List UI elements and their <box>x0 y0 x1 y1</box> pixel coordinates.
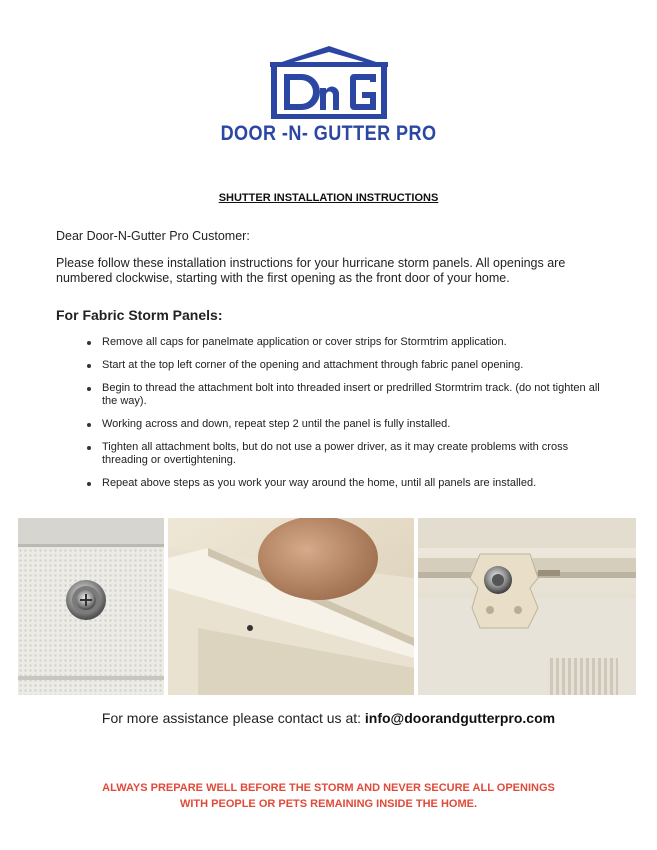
company-logo <box>0 44 657 122</box>
step-5: Tighten all attachment bolts, but do not use a power driver, as it may create problems with cross threading or overtightening. <box>86 441 606 467</box>
step-3: Begin to thread the attachment bolt into threaded insert or predrilled Stormtrim track. (do not tighten all the way). <box>86 382 606 408</box>
warning-line-1: ALWAYS PREPARE WELL BEFORE THE STORM AND NEVER SECURE ALL OPENINGS <box>102 782 555 794</box>
step-1: Remove all caps for panelmate application or cover strips for Stormtrim application. <box>86 336 606 349</box>
warning-line-2: WITH PEOPLE OR PETS REMAINING INSIDE THE HOME. <box>179 798 478 810</box>
photo-bolt-closeup <box>18 518 164 695</box>
intro-paragraph: Please follow these installation instructions for your hurricane storm panels. All openings are numbered clockwise, starting with the first opening as the front door of your home. <box>56 256 566 285</box>
safety-warning <box>0 780 657 812</box>
dng-logo-mark <box>266 44 392 122</box>
contact-prefix: For more assistance please contact us at: <box>101 710 365 726</box>
photo-thread-bolt <box>168 518 414 695</box>
greeting: Dear Door-N-Gutter Pro Customer: <box>56 229 250 243</box>
photo-track-bracket <box>418 518 636 695</box>
step-6: Repeat above steps as you work your way around the home, until all panels are installed. <box>86 477 606 490</box>
step-4: Working across and down, repeat step 2 until the panel is fully installed. <box>86 418 606 431</box>
instruction-steps <box>86 336 606 490</box>
contact-line <box>0 710 657 726</box>
step-2: Start at the top left corner of the opening and attachment through fabric panel opening. <box>86 359 606 372</box>
section-heading: For Fabric Storm Panels: <box>56 307 223 323</box>
brand-name: DOOR -N- GUTTER PRO <box>220 122 437 145</box>
document-title: SHUTTER INSTALLATION INSTRUCTIONS <box>218 192 439 204</box>
contact-email[interactable]: info@doorandgutterpro.com <box>364 710 556 726</box>
